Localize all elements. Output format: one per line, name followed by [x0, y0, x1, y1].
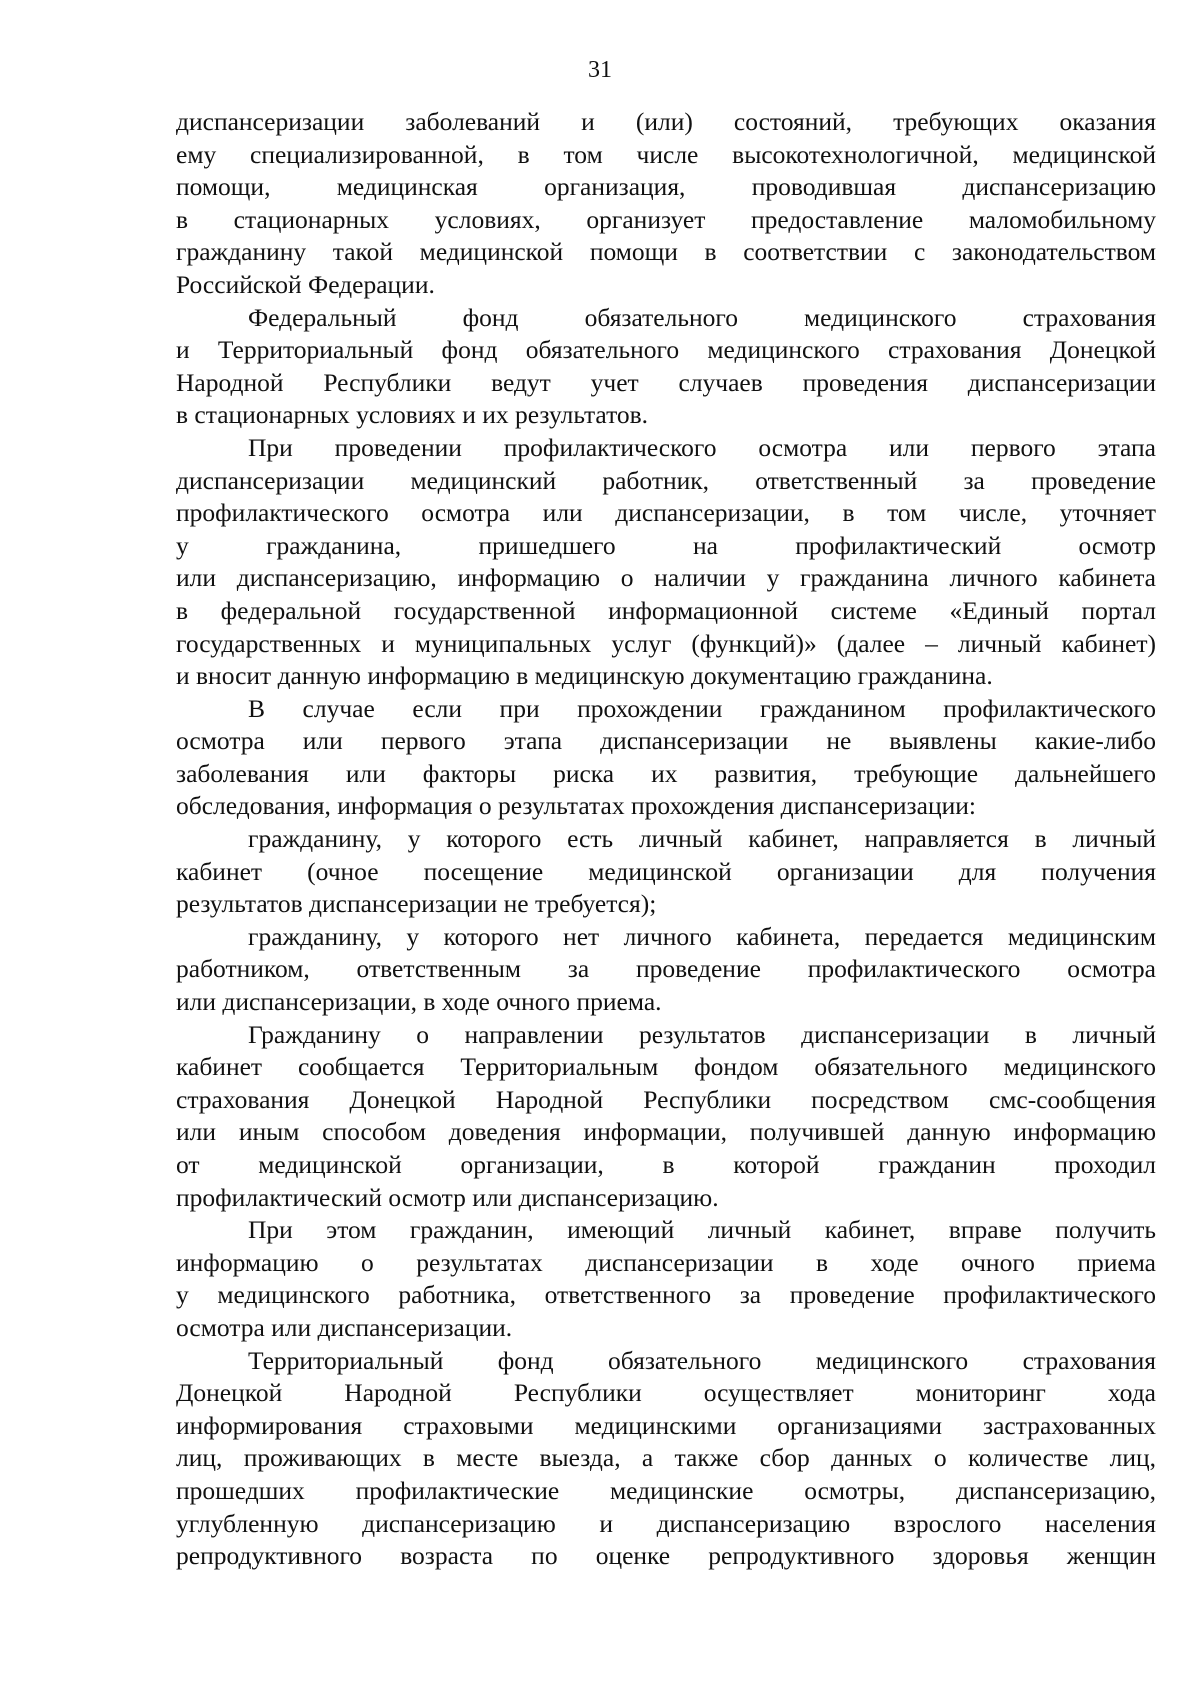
text-line: и вносит данную информацию в медицинскую документацию гражданина. — [176, 661, 993, 691]
text-line: результатов диспансеризации не требуется); — [176, 889, 657, 919]
text-line: помощи, медицинская организация, проводившая диспансеризацию — [176, 172, 1156, 202]
text-line: В случае если при прохождении гражданином профилактического — [248, 693, 1156, 723]
text-line: гражданину, у которого есть личный кабинет, направляется в личный — [248, 824, 1156, 854]
text-line: кабинет (очное посещение медицинской организации для получения — [176, 856, 1156, 886]
text-line: прошедших профилактические медицинские осмотры, диспансеризацию, — [176, 1475, 1156, 1505]
page-number: 31 — [588, 57, 612, 83]
text-line: кабинет сообщается Территориальным фондом обязательного медицинского — [176, 1052, 1156, 1082]
text-line: информирования страховыми медицинскими организациями застрахованных — [176, 1410, 1156, 1440]
text-line: Народной Республики ведут учет случаев проведения диспансеризации — [176, 367, 1156, 397]
text-line: лиц, проживающих в месте выезда, а также сбор данных о количестве лиц, — [176, 1443, 1156, 1473]
text-line: или диспансеризации, в ходе очного приема. — [176, 987, 662, 1017]
text-line: гражданину, у которого нет личного кабинета, передается медицинским — [248, 921, 1156, 951]
text-line: обследования, информация о результатах прохождения диспансеризации: — [176, 791, 976, 821]
text-line: углубленную диспансеризацию и диспансеризацию взрослого населения — [176, 1508, 1156, 1538]
text-line: профилактического осмотра или диспансеризации, в том числе, уточняет — [176, 498, 1156, 528]
text-line: заболевания или факторы риска их развития, требующие дальнейшего — [176, 758, 1156, 788]
text-line: и Территориальный фонд обязательного медицинского страхования Донецкой — [176, 335, 1156, 365]
text-line: репродуктивного возраста по оценке репродуктивного здоровья женщин — [176, 1541, 1156, 1571]
document-body — [176, 106, 1156, 1573]
text-line: диспансеризации медицинский работник, ответственный за проведение — [176, 465, 1156, 495]
text-line: информацию о результатах диспансеризации в ходе очного приема — [176, 1247, 1156, 1277]
text-line: ему специализированной, в том числе высокотехнологичной, медицинской — [176, 139, 1156, 169]
text-line: работником, ответственным за проведение профилактического осмотра — [176, 954, 1156, 984]
text-line: Федеральный фонд обязательного медицинского страхования — [248, 302, 1156, 332]
text-line: или иным способом доведения информации, получившей данную информацию — [176, 1117, 1156, 1147]
text-line: государственных и муниципальных услуг (функций)» (далее – личный кабинет) — [176, 628, 1156, 658]
text-line: или диспансеризацию, информацию о наличии у гражданина личного кабинета — [176, 563, 1156, 593]
text-line: в стационарных условиях и их результатов. — [176, 400, 649, 430]
text-line: При проведении профилактического осмотра или первого этапа — [248, 432, 1156, 462]
text-line: Территориальный фонд обязательного медицинского страхования — [248, 1345, 1156, 1375]
text-line: гражданину такой медицинской помощи в соответствии с законодательством — [176, 237, 1156, 267]
text-line: в стационарных условиях, организует предоставление маломобильному — [176, 204, 1156, 234]
text-line: Гражданину о направлении результатов диспансеризации в личный — [248, 1019, 1156, 1049]
text-line: у медицинского работника, ответственного за проведение профилактического — [176, 1280, 1156, 1310]
text-line: Донецкой Народной Республики осуществляет мониторинг хода — [176, 1378, 1156, 1408]
text-line: диспансеризации заболеваний и (или) состояний, требующих оказания — [176, 107, 1156, 136]
text-line: осмотра или диспансеризации. — [176, 1312, 513, 1342]
text-line: При этом гражданин, имеющий личный кабинет, вправе получить — [248, 1215, 1156, 1245]
text-line: Российской Федерации. — [176, 269, 435, 299]
text-line: профилактический осмотр или диспансеризацию. — [176, 1182, 719, 1212]
text-line: страхования Донецкой Народной Республики посредством смс-сообщения — [176, 1084, 1156, 1114]
text-line: осмотра или первого этапа диспансеризации не выявлены какие-либо — [176, 726, 1156, 756]
text-line: от медицинской организации, в которой гражданин проходил — [176, 1150, 1156, 1179]
text-line: у гражданина, пришедшего на профилактический осмотр — [176, 530, 1156, 560]
text-line: в федеральной государственной информационной системе «Единый портал — [176, 595, 1156, 625]
